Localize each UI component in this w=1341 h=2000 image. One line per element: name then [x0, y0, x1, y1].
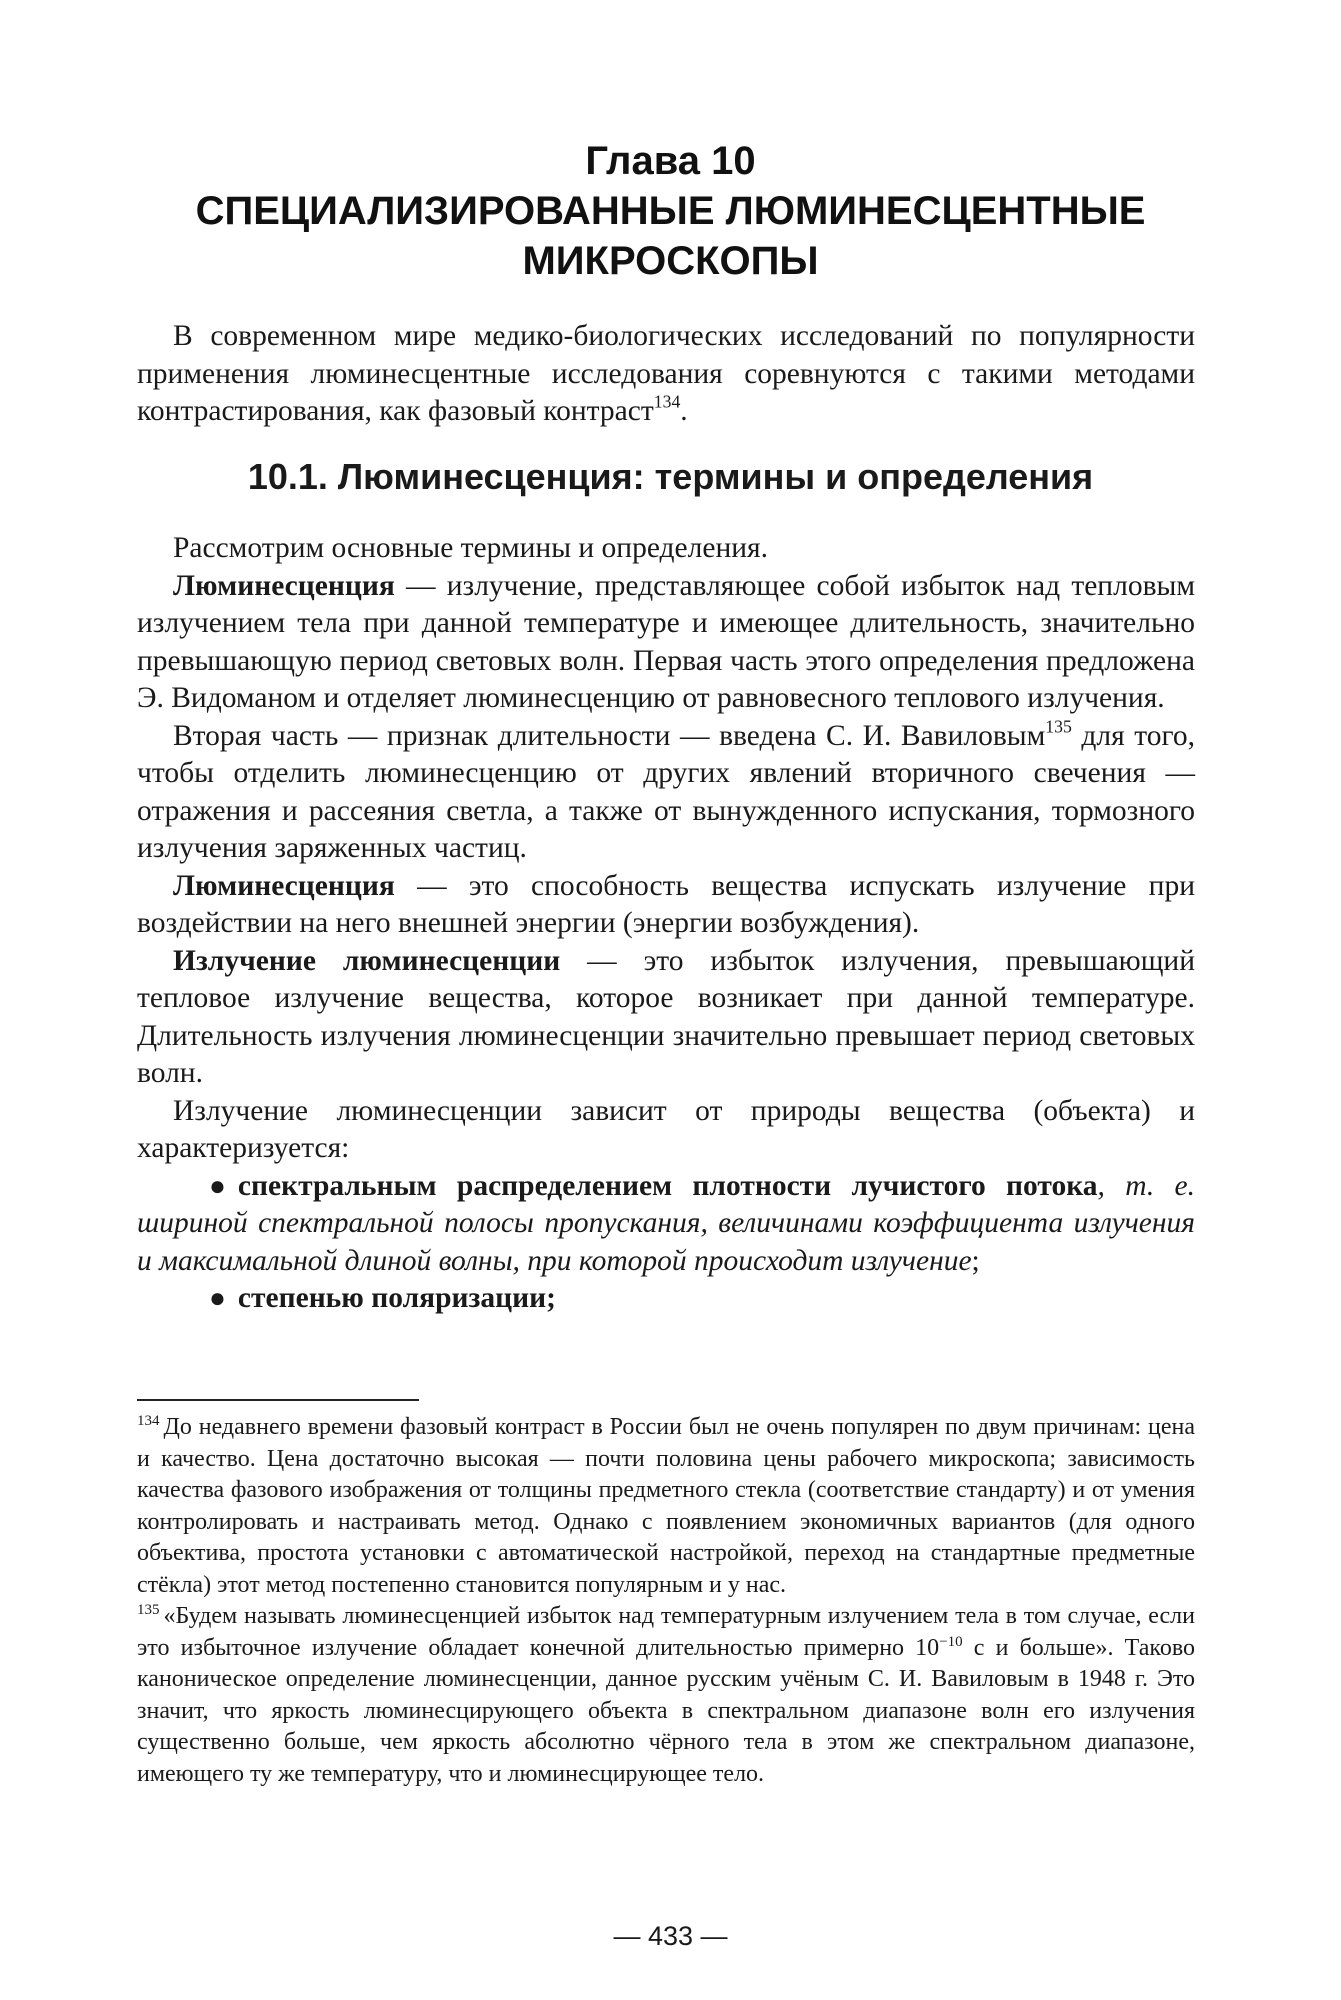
paragraph-5: [137, 943, 1195, 1093]
bullet-1-italic: , т. е. шириной спектральной полосы пропускания, величинами коэффициента излучения и максимальной длиной волны, при которой происходит излучение: [137, 1169, 1195, 1277]
section-heading: 10.1. Люминесценция: термины и определения: [247, 456, 1094, 497]
paragraph-2-text: — излучение, представляющее собой избыток над тепловым излучением тела при данной температуре и имеющее длительность, значительно превышающую период световых волн. Первая часть этого определения предложена Э. Видоманом и отделяет люминесценцию от равновесного теплового излучения.: [137, 569, 1195, 714]
chapter-title-line1: СПЕЦИАЛИЗИРОВАННЫЕ ЛЮМИНЕСЦЕНТНЫЕ: [195, 189, 1146, 233]
footnote-135-text2: с и больше». Таково каноническое определение люминесценции, данное русским учёным С. И. Вавиловым в 1948 г. Это значит, что яркость люминесцирующего объекта в спектральном диапазоне волн его излучения существенно больше, чем яркость абсолютно чёрного тела в этом же спектральном диапазоне, имеющего ту же температуру, что и люминесцирующее тело.: [137, 1634, 1195, 1787]
bullet-dot-icon: ●: [209, 1283, 226, 1314]
paragraph-6: Излучение люминесценции зависит от природы вещества (объекта) и характеризуется:: [137, 1094, 1195, 1164]
intro-text-block: [137, 318, 1195, 431]
footnote-ref-135[interactable]: 135: [1045, 716, 1072, 737]
paragraph-4-text: — это способность вещества испускать излучение при воздействии на него внешней энергии (энергии возбуждения).: [137, 869, 1195, 939]
footnote-divider: [137, 1399, 419, 1401]
footnote-ref-134[interactable]: 134: [653, 391, 681, 412]
bullet-item-1: [137, 1168, 1195, 1281]
paragraph-1: Рассмотрим основные термины и определения.: [173, 532, 768, 564]
footnote-134: [137, 1412, 1195, 1601]
page-number: — 433 —: [613, 1921, 728, 1951]
bullet-item-2: [137, 1280, 1195, 1318]
footnote-134-text: До недавнего времени фазовый контраст в России был не очень популярен по двум причинам: цена и качество. Цена достаточно высокая — почти половина цены рабочего микроскопа; зависимость качества фазового изображения от толщины предметного стекла (соответствие стандарту) и от умения контролировать и настраивать метод. Однако с появлением экономичных вариантов (для одного объектива, простота установки с автоматической настройкой, переход на стандартные предметные стёкла) этот метод постепенно становится популярным и у нас.: [137, 1414, 1195, 1598]
bullet-1-end: ;: [971, 1244, 980, 1277]
footnote-134-number: 134: [137, 1413, 160, 1429]
term-luminescence-2: Люминесценция: [173, 869, 395, 902]
paragraph-4: [137, 868, 1195, 943]
paragraph-5-text: — это избыток излучения, превышающий тепловое излучение вещества, которое возникает при данной температуре. Длительность излучения люминесценции значительно превышает период световых волн.: [137, 944, 1195, 1089]
paragraph-3-text1: Вторая часть — признак длительности — введена С. И. Вавиловым: [173, 719, 1046, 752]
paragraph-3: [137, 718, 1195, 868]
chapter-header: [0, 136, 1341, 286]
term-luminescence: Люминесценция: [173, 569, 395, 602]
footnote-135-number: 135: [137, 1602, 160, 1618]
bullet-2-bold: степенью поляризации;: [237, 1282, 556, 1314]
paragraph-2: [137, 568, 1195, 718]
footnote-135: [137, 1601, 1195, 1790]
paragraph-3-text2: для того, чтобы отделить люминесценцию от других явлений вторичного свечения — отражения и рассеяния светла, а также от вынужденного испускания, тормозного излучения заряженных частиц.: [137, 719, 1195, 864]
footnote-135-exponent: −10: [939, 1633, 963, 1650]
footnote-135-text1: «Будем называть люминесценцией избыток над температурным излучением тела в том случае, если это избыточное излучение обладает конечной длительностью примерно 10: [137, 1603, 1195, 1661]
chapter-title-line2: МИКРОСКОПЫ: [522, 239, 819, 283]
intro-end: .: [680, 395, 688, 427]
bullet-1-bold: спектральным распределением плотности лучистого потока: [237, 1169, 1098, 1202]
footnotes: [137, 1412, 1195, 1790]
intro-text: В современном мире медико-биологических исследований по популярности применения люминесцентные исследования соревнуются с такими методами контрастирования, как фазовый контраст: [137, 320, 1195, 427]
chapter-label: Глава 10: [585, 139, 756, 183]
main-text: [137, 530, 1195, 1318]
intro-paragraph: [137, 318, 1195, 431]
bullet-dot-icon: ●: [209, 1170, 226, 1202]
term-luminescence-emission: Излучение люминесценции: [173, 944, 561, 977]
